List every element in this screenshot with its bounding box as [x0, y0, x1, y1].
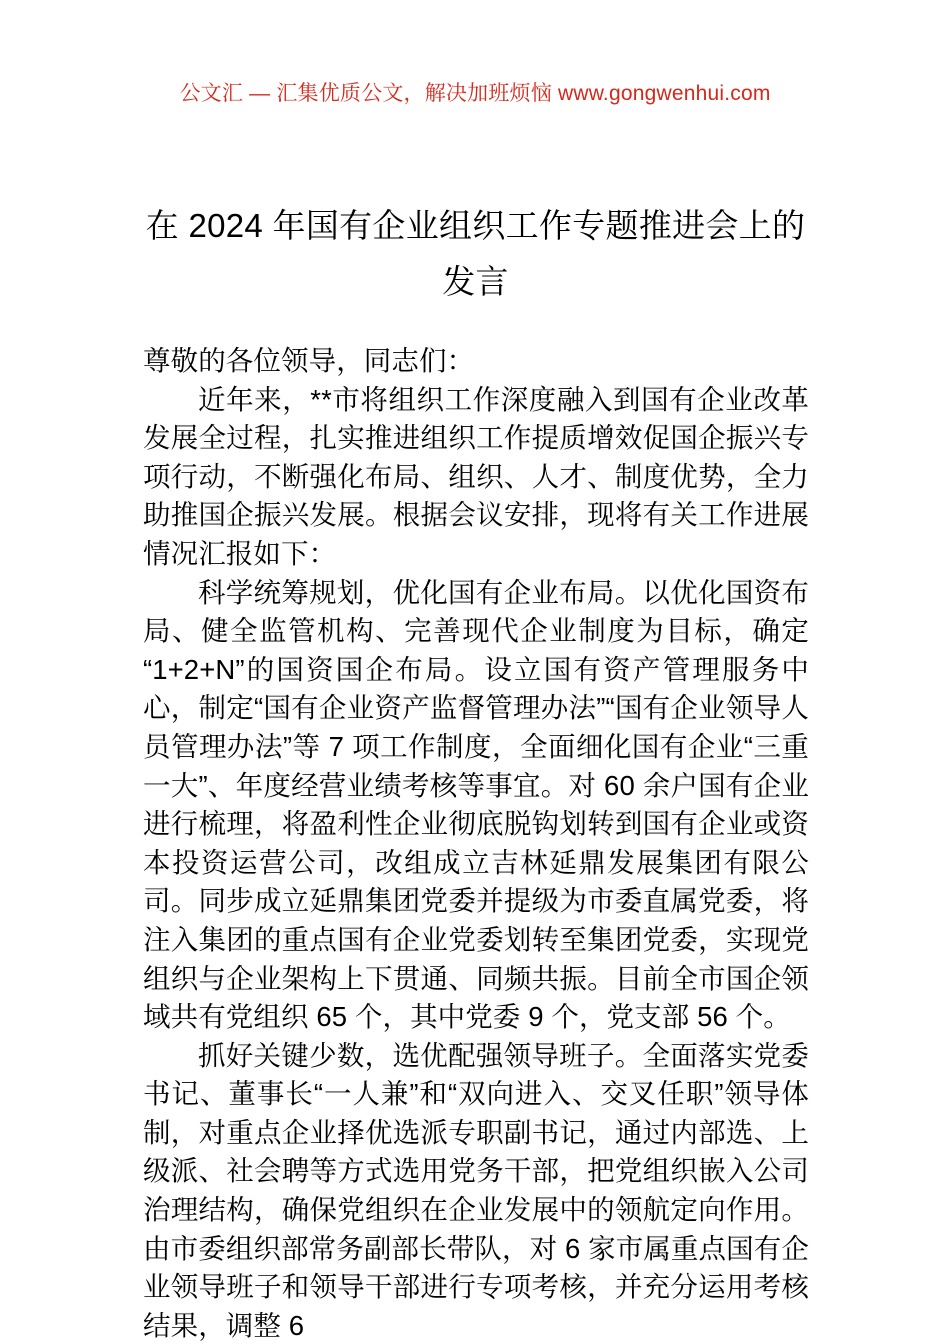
paragraph-salutation: 尊敬的各位领导，同志们： — [143, 345, 475, 376]
paragraph-section-one: 科学统筹规划，优化国有企业布局。以优化国资布局、健全监管机构、完善现代企业制度为目标，确定“1+2+N”的国资国企布局。设立国有资产管理服务中心，制定“国有企业资产监督管理办法”“国有企业领导人员管理办法”等 7 项工作制度，全面细化国有企业“三重一大”、年度经营业绩考核等事宜。对 60 余户国有企业进行梳理，将盈利性企业彻底脱钩划转到国有企业或资本投资运营公司，改组成立吉林延鼎发展集团有限公司。同步成立延鼎集团党委并提级为市委直属党委，将注入集团的重点国有企业党委划转至集团党委，实现党组织与企业架构上下贯通、同频共振。目前全市国企领域共有党组织 65 个，其中党委 9 个，党支部 56 个。 — [143, 576, 809, 1033]
paragraph-opening: 近年来，**市将组织工作深度融入到国有企业改革发展全过程，扎实推进组织工作提质增效促国企振兴专项行动，不断强化布局、组织、人才、制度优势，全力助推国企振兴发展。根据会议安排，现将有关工作进展情况汇报如下： — [143, 383, 809, 569]
page-title: 在 2024 年国有企业组织工作专题推进会上的发言 — [145, 207, 806, 301]
document-body — [143, 342, 809, 1344]
paragraph-section-two: 抓好关键少数，选优配强领导班子。全面落实党委书记、董事长“一人兼”和“双向进入、交叉任职”领导体制，对重点企业择优选派专职副书记，通过内部选、上级派、社会聘等方式选用党务干部，把党组织嵌入公司治理结构，确保党组织在企业发展中的领航定向作用。由市委组织部常务副部长带队，对 6 家市属重点国有企业领导班子和领导干部进行专项考核，并充分运用考核结果，调整 6 — [143, 1039, 809, 1341]
site-watermark-header: 公文汇 — 汇集优质公文，解决加班烦恼 www.gongwenhui.com — [179, 82, 771, 105]
